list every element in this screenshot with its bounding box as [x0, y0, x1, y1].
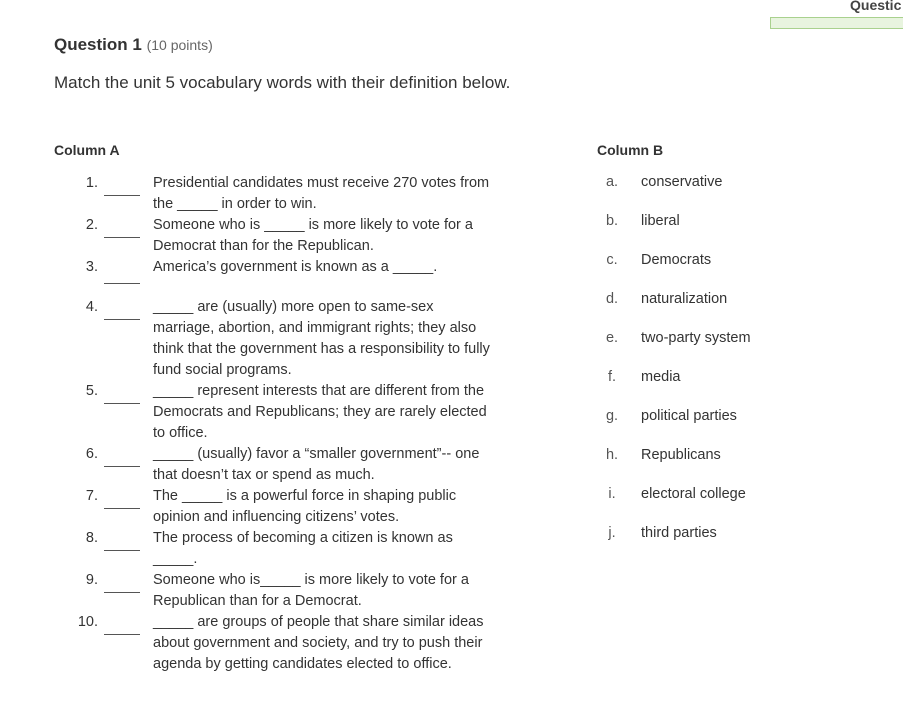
column-b-item [597, 408, 737, 424]
item-number: 2. [85, 217, 98, 233]
item-definition: _____ are groups of people that share similar ideas about government and society, and try to push their agenda by getting candidates elected to office. [153, 614, 484, 672]
item-number: 10. [77, 614, 98, 630]
item-term: media [641, 369, 681, 385]
question-progress-bar [770, 17, 903, 29]
item-number: 4. [85, 299, 98, 315]
item-letter: c. [606, 252, 618, 268]
item-number: 3. [85, 259, 98, 275]
item-definition: _____ are (usually) more open to same-sex marriage, abortion, and immigrant rights; they also think that the government has a responsibility to fully fund social programs. [153, 299, 490, 378]
question-number: Question 1 [54, 35, 142, 54]
item-definition: The _____ is a powerful force in shaping public opinion and influencing citizens’ votes. [153, 488, 457, 525]
answer-blank[interactable] [104, 283, 140, 284]
column-b-item [597, 486, 746, 502]
item-definition: Presidential candidates must receive 270 votes from the _____ in order to win. [153, 175, 490, 212]
item-term: conservative [641, 174, 723, 190]
item-number: 1. [85, 175, 98, 191]
answer-blank[interactable] [104, 634, 140, 635]
question-progress-label: Questic [850, 0, 902, 13]
column-b-item [597, 330, 751, 346]
answer-blank[interactable] [104, 550, 140, 551]
item-number: 8. [85, 530, 98, 546]
item-letter: b. [605, 213, 619, 229]
item-letter: g. [605, 408, 619, 424]
column-b-item [597, 291, 727, 307]
answer-blank[interactable] [104, 466, 140, 467]
item-definition: Someone who is _____ is more likely to vote for a Democrat than for the Republican. [153, 217, 473, 254]
item-letter: f. [607, 369, 617, 385]
item-number: 6. [85, 446, 98, 462]
item-definition: _____ represent interests that are different from the Democrats and Republicans; they are rarely elected to office. [153, 383, 487, 441]
item-term: two-party system [641, 330, 751, 346]
item-term: Republicans [641, 447, 721, 463]
item-letter: d. [605, 291, 619, 307]
column-b-item [597, 447, 721, 463]
item-letter: h. [605, 447, 619, 463]
item-letter: i. [608, 486, 616, 502]
answer-blank[interactable] [104, 403, 140, 404]
question-points: (10 points) [146, 37, 213, 53]
column-b-item [597, 252, 711, 268]
answer-blank[interactable] [104, 592, 140, 593]
column-a-header: Column A [54, 142, 120, 158]
answer-blank[interactable] [104, 508, 140, 509]
item-number: 7. [85, 488, 98, 504]
answer-blank[interactable] [104, 237, 140, 238]
item-letter: j. [608, 525, 616, 541]
item-definition: _____ (usually) favor a “smaller government”-- one that doesn’t tax or spend as much. [153, 446, 480, 483]
item-number: 9. [85, 572, 98, 588]
column-b-item [597, 174, 722, 190]
question-instructions: Match the unit 5 vocabulary words with their definition below. [54, 73, 511, 92]
column-b-item [597, 525, 717, 541]
item-term: liberal [641, 213, 680, 229]
item-term: Democrats [641, 252, 712, 268]
answer-blank[interactable] [104, 319, 140, 320]
item-letter: a. [605, 174, 619, 190]
item-definition: The process of becoming a citizen is known as _____. [153, 530, 453, 567]
answer-blank[interactable] [104, 195, 140, 196]
item-definition: America’s government is known as a _____. [153, 259, 438, 275]
item-definition: Someone who is_____ is more likely to vote for a Republican than for a Democrat. [153, 572, 469, 609]
column-b-item [597, 369, 681, 385]
item-number: 5. [85, 383, 98, 399]
item-term: third parties [641, 525, 717, 541]
item-term: political parties [641, 408, 737, 424]
item-letter: e. [605, 330, 619, 346]
question-title [54, 35, 213, 55]
column-b-item [597, 213, 680, 229]
item-term: electoral college [641, 486, 746, 502]
item-term: naturalization [641, 291, 728, 307]
column-b-header: Column B [597, 142, 664, 158]
